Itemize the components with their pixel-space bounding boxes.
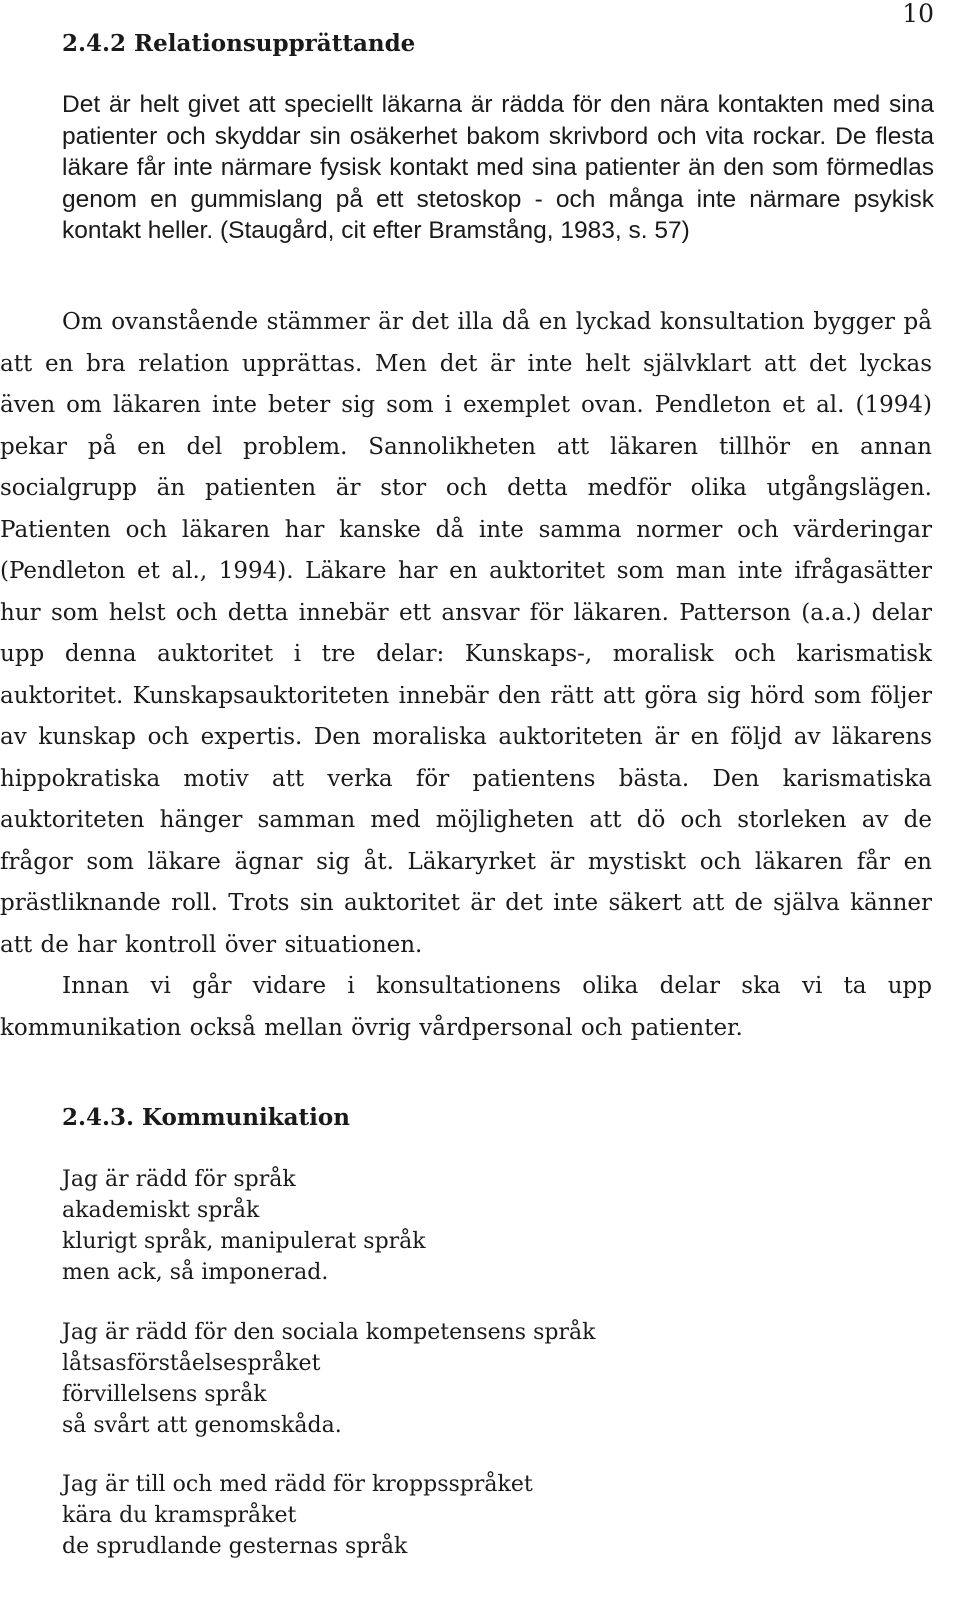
section-heading-kommunikation: 2.4.3. Kommunikation	[62, 1104, 350, 1131]
poem-line: förvillelsens språk	[62, 1381, 267, 1407]
poem-line: klurigt språk, manipulerat språk	[62, 1229, 426, 1254]
poem-line: Jag är rädd för den sociala kompetensens språk	[62, 1319, 596, 1345]
poem-line: men ack, så imponerad.	[62, 1260, 329, 1285]
poem-line: låtsasförståelsespråket	[62, 1350, 321, 1376]
poem-line: Jag är till och med rädd för kroppsspråket	[62, 1472, 533, 1497]
page-number: 10	[902, 0, 934, 28]
section-heading-relationsupprattande: 2.4.2 Relationsupprättande	[62, 30, 416, 57]
paragraph: Om ovanstående stämmer är det illa då en lyckad konsultation bygger på att en bra relation upprättas. Men det är inte helt självklart att det lyckas även om läkaren inte beter sig som i exemplet ovan. Pendleton et al. (1994) pekar på en del problem. Sannolikheten att läkaren tillhör en annan socialgrupp än patienten är stor och detta medför olika utgångslägen. Patienten och läkaren har kanske då inte samma normer och värderingar (Pendleton et al., 1994). Läkare har en auktoritet som man inte ifrågasätter hur som helst och detta innebär ett ansvar för läkaren. Patterson (a.a.) delar upp denna auktoritet i tre delar: Kunskaps-, moralisk och karismatisk auktoritet. Kunskapsauktoriteten innebär den rätt att göra sig hörd som följer av kunskap och expertis. Den moraliska auktoriteten är en följd av läkarens hippokratiska motiv att verka för patientens bästa. Den karismatiska auktoriteten hänger samman med möjligheten att dö och storleken av de frågor som läkare ägnar sig åt. Läkaryrket är mystiskt och läkaren får en prästliknande roll. Trots sin auktoritet är det inte säkert att de själva känner att de har kontroll över situationen.	[0, 309, 932, 958]
poem-line: Jag är rädd för språk	[62, 1167, 296, 1192]
paragraph: Innan vi går vidare i konsultationens olika delar ska vi ta upp kommunikation också mellan övrig vårdpersonal och patienter.	[0, 973, 932, 1041]
poem-line: de sprudlande gesternas språk	[62, 1534, 408, 1559]
body-text	[0, 302, 932, 1049]
poem-line: akademiskt språk	[62, 1198, 260, 1223]
poem-stanza	[62, 1164, 595, 1288]
block-quote: Det är helt givet att speciellt läkarna är rädda för den nära kontakten med sina patienter och skyddar sin osäkerhet bakom skrivbord och vita rockar. De flesta läkare får inte närmare fysisk kontakt med sina patienter än den som förmedlas genom en gummislang på ett stetoskop - och många inte närmare psykisk kontakt heller. (Staugård, cit efter Bramstång, 1983, s. 57)	[62, 91, 934, 244]
poem-stanza	[62, 1469, 595, 1562]
poem	[62, 1164, 595, 1591]
poem-stanza	[62, 1317, 595, 1441]
poem-line: kära du kramspråket	[62, 1503, 297, 1528]
poem-line: så svårt att genomskåda.	[62, 1412, 342, 1438]
